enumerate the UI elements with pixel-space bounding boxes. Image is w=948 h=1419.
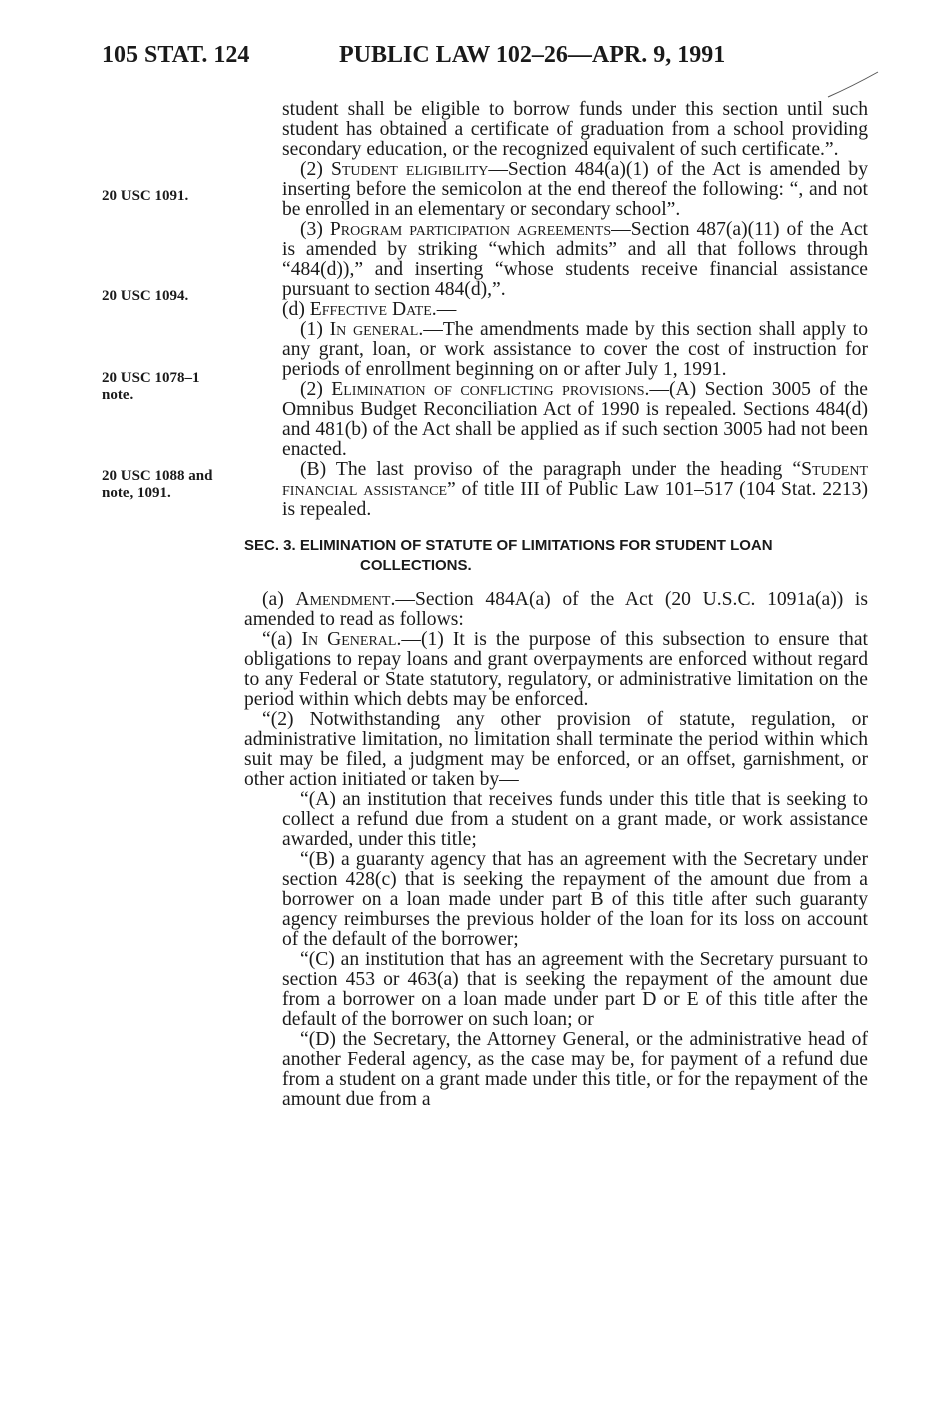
quoted-subsection-in-general: “(a) In General.—(1) It is the purpose of this subsection to ensure that obligations to repay loans and grant overpayments are enforced without regard to any Federal or State statutory, regulatory, or administrative limitation on the period within which debts may be enforced. [244, 629, 868, 710]
paragraph-conflicting-provisions: (2) Elimination of conflicting provisions.—(A) Section 3005 of the Omnibus Budget Reconciliation Act of 1990 is repealed. Sections 484(d) and 481(b) of the Act shall be applied as if such section 3005 had not been enacted. [282, 379, 868, 460]
subsection-effective-date: (d) Effective Date.— [282, 299, 457, 320]
margin-citation: 20 USC 1088 and note, 1091. [102, 468, 213, 501]
paragraph-student-eligibility: (2) Student eligibility—Section 484(a)(1) of the Act is amended by inserting before the semicolon at the end thereof the following: “, and not be enrolled in an elementary or secondary school”. [282, 159, 868, 220]
paragraph-in-general: (1) In general.—The amendments made by this section shall apply to any grant, loan, or work assistance to cover the cost of instruction for periods of enrollment beginning on or after July 1, 1991. [282, 319, 868, 380]
paragraph-program-participation: (3) Program participation agreements—Section 487(a)(11) of the Act is amended by striking “which admits” and all that follows through “484(d)),” and inserting “whose students receive financial assistance pursuant to section 484(d),”. [282, 219, 869, 300]
statute-page-number: 105 STAT. 124 [102, 42, 250, 68]
quoted-clause-b: “(B) a guaranty agency that has an agreement with the Secretary under section 428(c) that is seeking the repayment of the amount due from a borrower on a loan made under part B of this title after such guaranty agency reimburses the previous holder of the loan for its loss on account of the default of the borrower; [282, 849, 868, 950]
paragraph-heading: Elimination of conflicting provisions [331, 379, 645, 400]
margin-citation: 20 USC 1078–1 note. [102, 370, 200, 403]
subsection-heading: Effective Date [309, 299, 432, 320]
quoted-paragraph-2: “(2) Notwithstanding any other provision of statute, regulation, or administrative limitation, no limitation shall terminate the period within which suit may be filed, a judgment may be enforced, or an offset, garnishment, or other action initiated or taken by— [244, 709, 868, 790]
page-header [0, 42, 948, 76]
subsection-amendment: (a) Amendment.—Section 484A(a) of the Act (20 U.S.C. 1091a(a)) is amended to read as follows: [244, 589, 868, 630]
margin-citation: 20 USC 1091. [102, 188, 189, 204]
quoted-clause-d: “(D) the Secretary, the Attorney General, or the administrative head of another Federal agency, as the case may be, for payment of a refund due from a student on a grant made under this title, or for the repayment of the amount due from a [282, 1029, 868, 1110]
quoted-clause-c: “(C) an institution that has an agreement with the Secretary pursuant to section 453 or 463(a) that is seeking the repayment of the amount due from a borrower on a loan made under part D or E of this title after the default of the borrower on such loan; or [282, 949, 868, 1030]
paragraph-heading: Program participation agreements [329, 219, 612, 240]
subsection-heading: Amendment [295, 589, 391, 610]
margin-citation: 20 USC 1094. [102, 288, 189, 304]
public-law-title: PUBLIC LAW 102–26—APR. 9, 1991 [339, 42, 726, 68]
pen-mark-icon [826, 70, 882, 100]
section-heading: SEC. 3. ELIMINATION OF STATUTE OF LIMITATIONS FOR STUDENT LOAN COLLECTIONS. [244, 537, 773, 574]
continuation-paragraph: student shall be eligible to borrow funds under this section until such student has obtained a certificate of graduation from a school providing secondary education, or the recognized equivalent of such certificate.”. [282, 99, 868, 160]
document-body [244, 100, 868, 1110]
quoted-clause-a: “(A) an institution that receives funds under this title that is seeking to collect a refund due from a student on a grant made, or work assistance awarded, under this title; [282, 789, 868, 850]
paragraph-heading: In general [329, 319, 419, 340]
paragraph-heading: Student eligibility [330, 159, 489, 180]
paragraph-b-repeal: (B) The last proviso of the paragraph under the heading “Student financial assistance” of title III of Public Law 101–517 (104 Stat. 2213) is repealed. [282, 459, 868, 520]
